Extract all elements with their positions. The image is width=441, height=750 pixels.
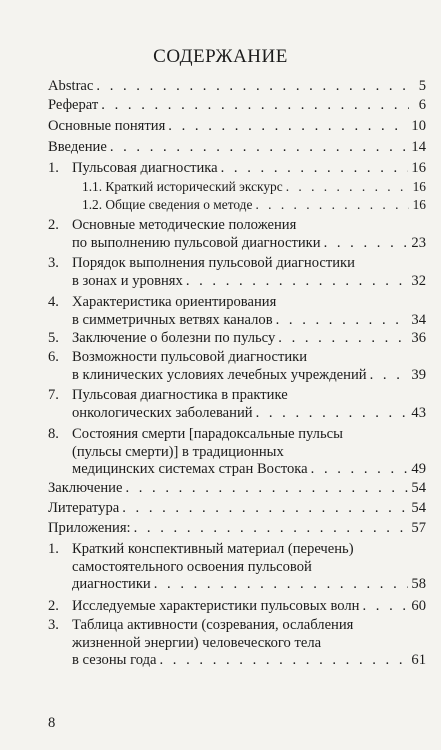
dot-leader: [110, 139, 409, 157]
dot-leader: [221, 160, 409, 178]
dot-leader: [362, 598, 408, 616]
toc-entry-page: 14: [411, 139, 426, 155]
dot-leader: [168, 118, 408, 136]
toc-entry: [48, 480, 426, 498]
toc-entry-number: 5.: [48, 330, 59, 346]
toc-entry-title: онкологических заболеваний: [72, 404, 253, 421]
toc-entry-number: 4.: [48, 294, 59, 310]
toc-entry: [82, 196, 426, 214]
toc-entry-title: жизненной энергии) человеческого тела: [72, 634, 322, 651]
page-title: СОДЕРЖАНИЕ: [153, 46, 288, 67]
toc-entry: [48, 500, 426, 518]
toc-entry-page: 5: [418, 78, 426, 94]
toc-entry-title: Краткий конспективный материал (перечень): [72, 541, 354, 557]
toc-entry: [48, 97, 426, 115]
toc-entry-number: 1.: [48, 541, 59, 557]
toc-entry-title: Заключение о болезни по пульсу: [72, 330, 276, 346]
toc-entry-title: в сезоны года: [72, 652, 157, 668]
dot-leader: [122, 500, 408, 518]
toc-entry: [48, 330, 426, 348]
toc-entry-page: 39: [411, 366, 426, 383]
toc-entry-title: Литература: [48, 500, 120, 516]
toc-entry-number: 7.: [48, 387, 59, 403]
toc-entry-title: в клинических условиях лечебных учреждений: [72, 366, 367, 383]
toc-entry: [48, 520, 426, 538]
page-number: 8: [48, 715, 56, 731]
dot-leader: [256, 405, 409, 423]
toc-entry-title: Порядок выполнения пульсовой диагностики: [72, 255, 355, 271]
toc-entry-title: Введение: [48, 139, 107, 155]
toc-entry-page: 6: [418, 97, 426, 113]
toc-entry-page: 49: [411, 461, 426, 477]
dot-leader: [278, 330, 408, 348]
toc-entry: [48, 387, 426, 422]
toc-entry: [48, 617, 426, 670]
dot-leader: [370, 367, 409, 385]
dot-leader: [101, 97, 409, 115]
dot-leader: [186, 273, 409, 291]
toc-entry-title: Основные понятия: [48, 118, 166, 134]
toc-entry-page: 43: [411, 404, 426, 421]
toc-entry-title: 1.2. Общие сведения о методе: [82, 197, 253, 212]
toc-entry: [48, 426, 426, 479]
toc-entry-page: 32: [411, 272, 426, 289]
toc-entry-page: 23: [411, 234, 426, 251]
toc-entry-number: 3.: [48, 617, 59, 633]
toc-entry-title: Таблица активности (созревания, ослабления: [72, 617, 354, 633]
dot-leader: [286, 178, 409, 196]
dot-leader: [324, 235, 409, 253]
dot-leader: [96, 78, 409, 96]
toc-entry-number: 2.: [48, 217, 59, 233]
toc-entry-number: 6.: [48, 349, 59, 365]
toc-entry-number: 3.: [48, 255, 59, 271]
toc-entry-number: 8.: [48, 426, 59, 442]
toc-entry-page: 60: [411, 598, 426, 614]
toc-entry-title: по выполнению пульсовой диагностики: [72, 234, 321, 251]
dot-leader: [160, 652, 409, 670]
toc-entry: [48, 78, 426, 96]
dot-leader: [125, 480, 408, 498]
toc-entry-page: 58: [411, 576, 426, 592]
toc-entry-title: Приложения:: [48, 520, 131, 536]
toc-entry-title: 1.1. Краткий исторический экскурс: [82, 179, 283, 194]
toc-entry-title: Пульсовая диагностика в практике: [72, 387, 288, 403]
toc-entry: [48, 118, 426, 136]
toc-entry-page: 36: [411, 330, 426, 346]
toc-entry-title: Abstrac: [48, 78, 94, 94]
toc-entry-page: 16: [412, 179, 426, 194]
toc-entry-title: Характеристика ориентирования: [72, 294, 277, 310]
toc-entry: [48, 160, 426, 178]
toc-entry: [48, 139, 426, 157]
toc-entry: [48, 541, 426, 594]
toc-entry-title: Пульсовая диагностика: [72, 160, 218, 176]
toc-entry-page: 16: [412, 197, 426, 212]
toc-entry-title: Основные методические положения: [72, 217, 297, 233]
dot-leader: [134, 520, 409, 538]
toc-entry-title: в симметричных ветвях каналов: [72, 311, 273, 328]
dot-leader: [154, 576, 409, 594]
toc-entry-page: 54: [411, 500, 426, 516]
toc-entry-page: 10: [411, 118, 426, 134]
toc-entry: [48, 598, 426, 616]
dot-leader: [255, 196, 409, 214]
toc-entry-title: Состояния смерти [парадоксальные пульсы: [72, 426, 343, 442]
toc-entry: [48, 217, 426, 252]
toc-entry-title: в зонах и уровнях: [72, 272, 183, 289]
toc-entry-page: 16: [411, 160, 426, 176]
toc-entry: [82, 178, 426, 196]
toc-entry: [48, 349, 426, 384]
toc-entry-number: 1.: [48, 160, 59, 176]
toc-entry-title: Заключение: [48, 480, 123, 496]
toc-entry-title: Исследуемые характеристики пульсовых волн: [72, 598, 360, 614]
dot-leader: [276, 312, 409, 330]
toc-entry-title: Возможности пульсовой диагностики: [72, 349, 308, 365]
toc-entry-page: 61: [411, 652, 426, 668]
toc-entry-page: 57: [411, 520, 426, 536]
toc-entry-title: медицинских системах стран Востока: [72, 461, 308, 477]
toc-entry: [48, 294, 426, 329]
toc-entry-number: 2.: [48, 598, 59, 614]
toc-entry-title: Реферат: [48, 97, 99, 113]
toc-entry-title: (пульсы смерти)] в традиционных: [72, 443, 284, 460]
toc-entry-title: диагностики: [72, 576, 151, 592]
toc-entry-title: самостоятельного освоения пульсовой: [72, 558, 312, 575]
toc-entry: [48, 255, 426, 290]
toc-entry-page: 54: [411, 480, 426, 496]
dot-leader: [311, 461, 409, 479]
toc-entry-page: 34: [411, 311, 426, 328]
